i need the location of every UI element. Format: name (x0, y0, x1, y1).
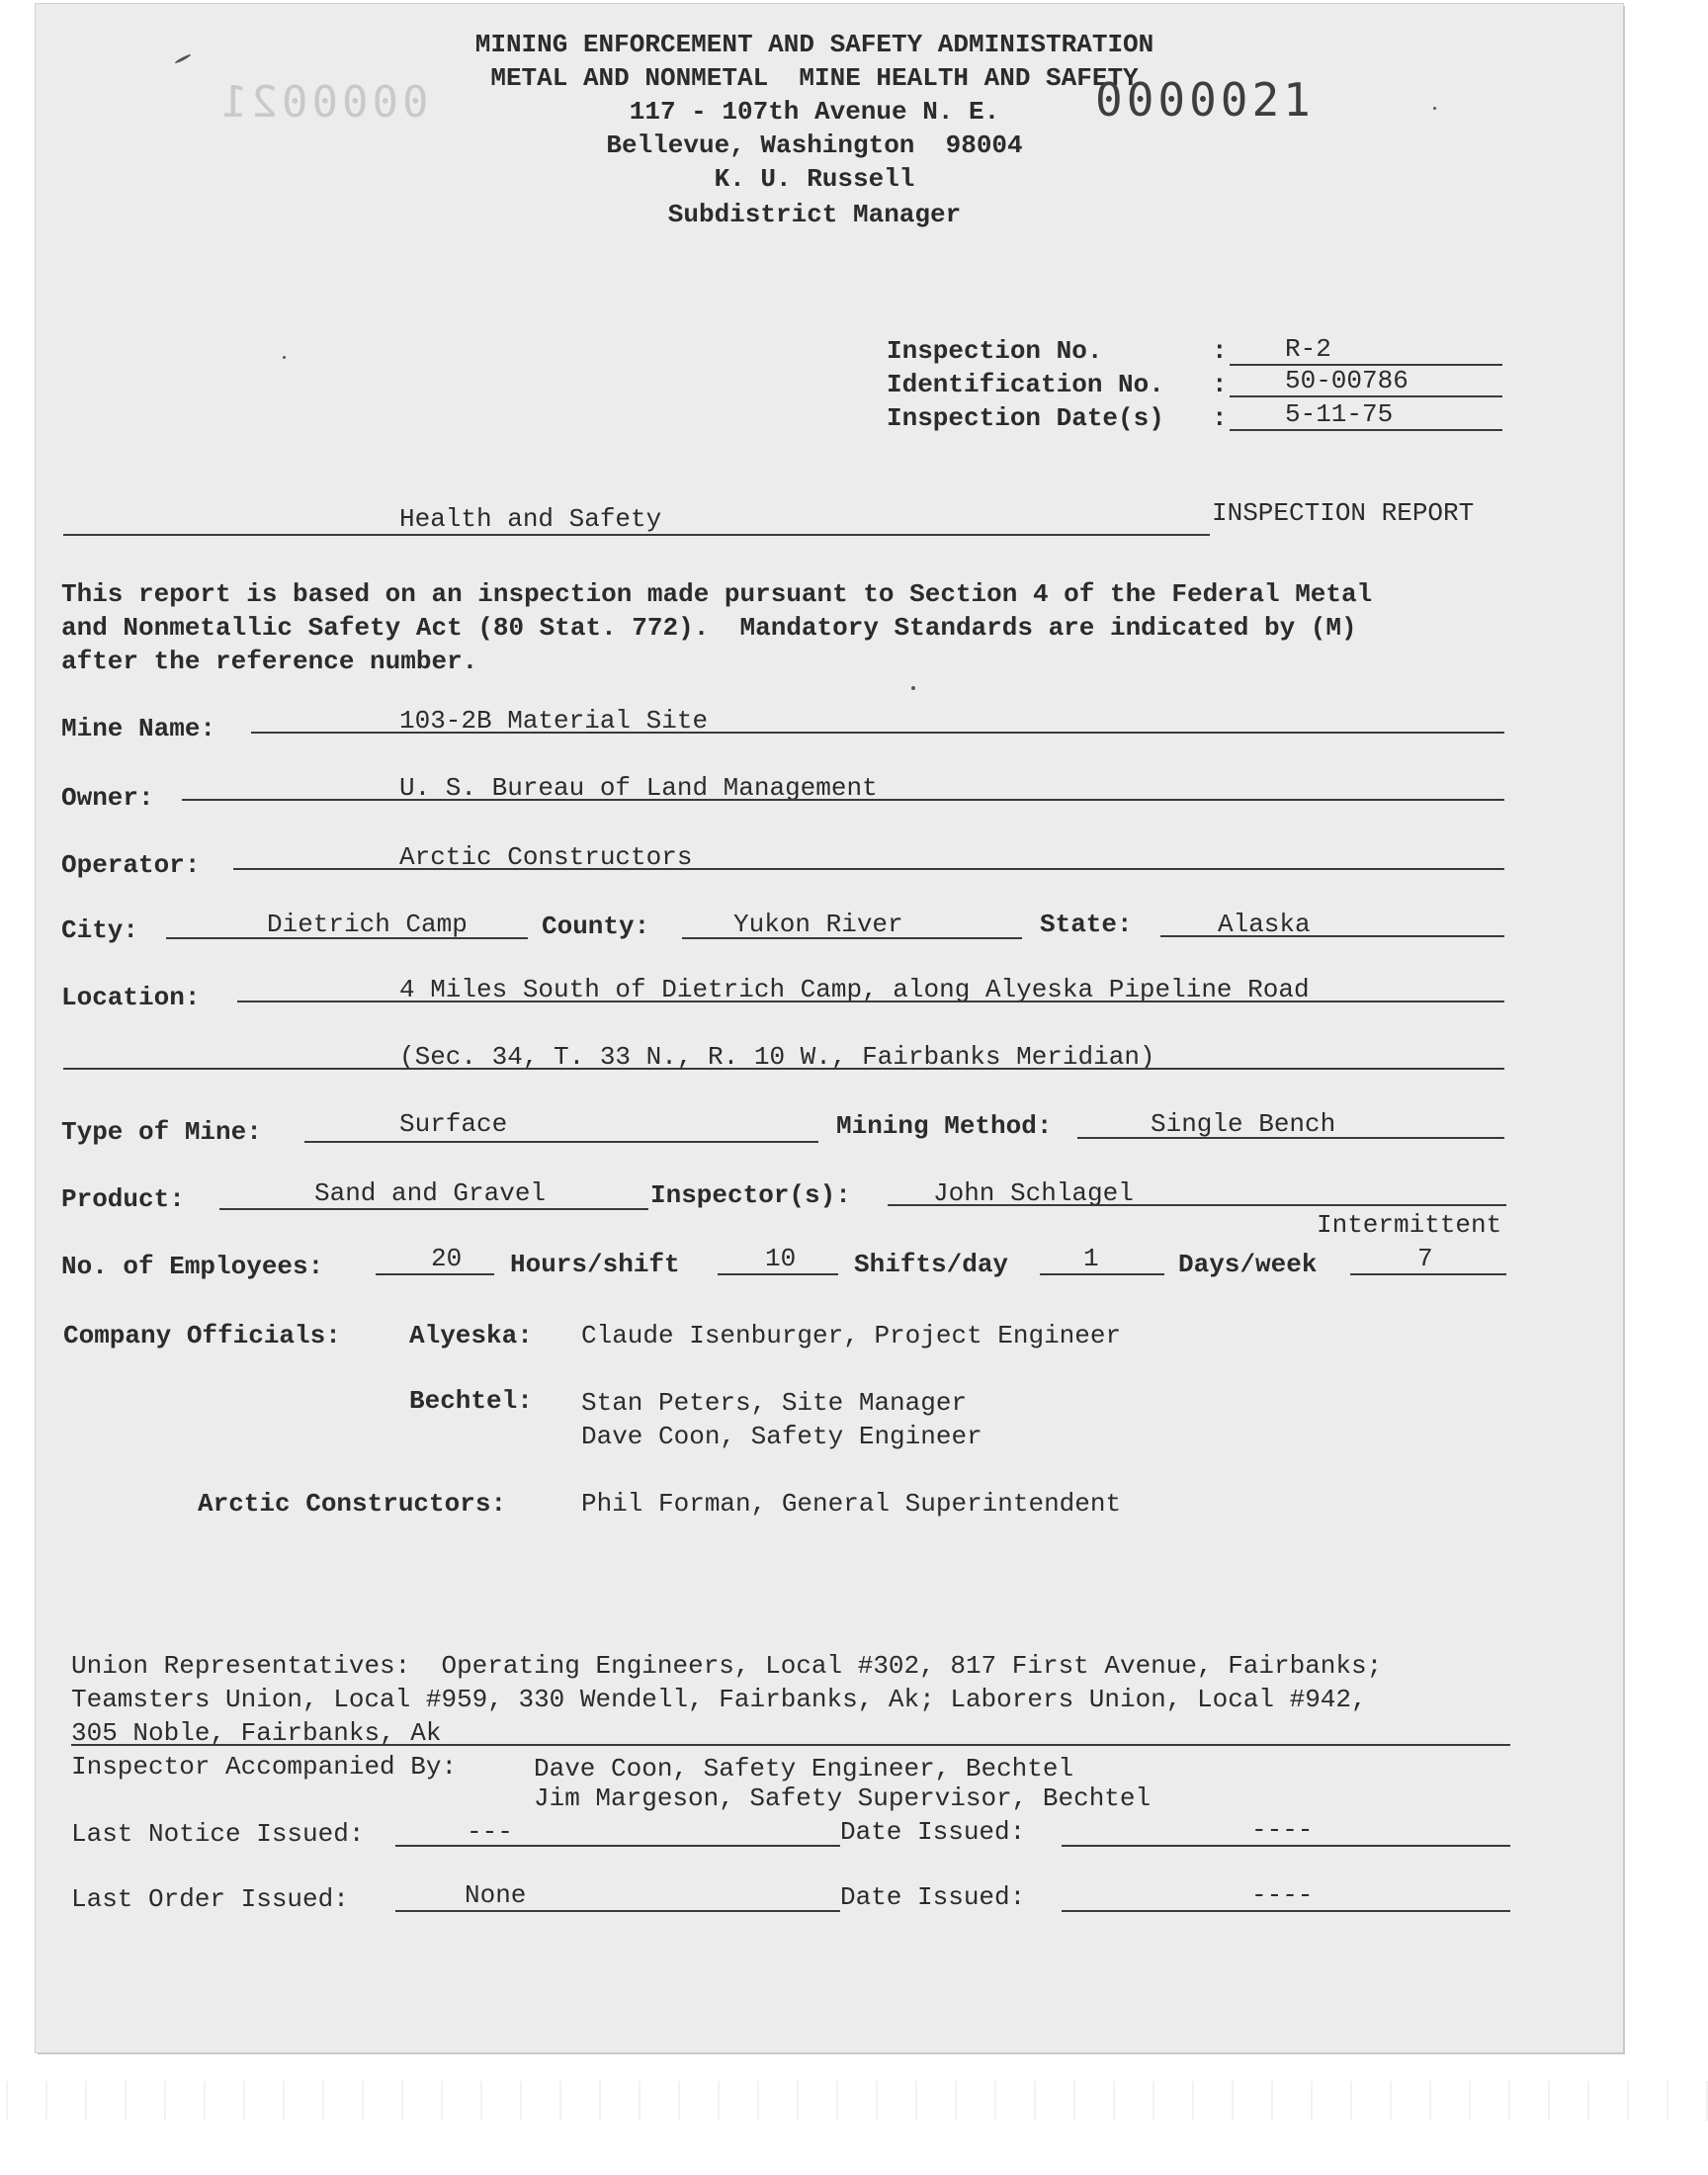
inspection-no-value: R-2 (1285, 334, 1331, 364)
days-week-value: 7 (1417, 1244, 1433, 1273)
underline (395, 1845, 840, 1847)
identification-no-value: 50-00786 (1285, 366, 1409, 395)
underline (166, 937, 528, 939)
underline (1230, 429, 1502, 431)
employees-value: 20 (431, 1244, 463, 1273)
company-officials-label: Company Officials: (63, 1321, 341, 1350)
union-representatives: Union Representatives: Operating Engineers, Local #302, 817 First Avenue, Fairbanks; (71, 1651, 1383, 1681)
inspector-label: Inspector(s): (650, 1180, 851, 1210)
scan-speck (911, 686, 915, 690)
inspector-value: John Schlagel (933, 1178, 1134, 1208)
office-city: Bellevue, Washington 98004 (606, 130, 1023, 160)
underline (376, 1273, 494, 1275)
arctic-constructors-official: Phil Forman, General Superintendent (581, 1489, 1122, 1519)
report-type-label: INSPECTION REPORT (1212, 498, 1475, 528)
mine-name-value: 103-2B Material Site (399, 706, 709, 736)
last-notice-label: Last Notice Issued: (71, 1819, 365, 1849)
location-label: Location: (61, 983, 201, 1012)
alyeska-label: Alyeska: (409, 1321, 533, 1350)
document-number-stamp: 0000021 (1095, 73, 1315, 127)
type-of-mine-value: Surface (399, 1109, 508, 1139)
bleed-through-stamp: 0000021 (217, 77, 429, 128)
last-order-label: Last Order Issued: (71, 1884, 349, 1914)
shifts-day-label: Shifts/day (854, 1250, 1009, 1279)
scan-speck (1433, 107, 1436, 110)
mine-name-label: Mine Name: (61, 714, 216, 743)
underline (682, 937, 1022, 939)
owner-label: Owner: (61, 783, 154, 813)
underline (233, 868, 1504, 870)
underline (63, 534, 1210, 536)
operator-value: Arctic Constructors (399, 842, 693, 872)
underline (1062, 1910, 1510, 1912)
days-week-label: Days/week (1178, 1250, 1318, 1279)
scan-speck (283, 356, 286, 359)
colon: : (1212, 370, 1228, 399)
intro-text: This report is based on an inspection made pursuant to Section 4 of the Federal Metal (61, 579, 1373, 609)
manager-name: K. U. Russell (714, 164, 915, 194)
underline (219, 1208, 648, 1210)
bechtel-official: Dave Coon, Safety Engineer (581, 1422, 982, 1451)
notice-date-value: ---- (1251, 1815, 1314, 1845)
accompanied-by-label: Inspector Accompanied By: (71, 1752, 458, 1782)
arctic-constructors-label: Arctic Constructors: (198, 1489, 507, 1519)
city-label: City: (61, 915, 139, 945)
days-week-note: Intermittent (1317, 1210, 1502, 1240)
location-legal-description: (Sec. 34, T. 33 N., R. 10 W., Fairbanks Meridian) (399, 1042, 1155, 1072)
city-value: Dietrich Camp (267, 910, 468, 939)
underline (395, 1910, 840, 1912)
scan-edge-strip (0, 2081, 1708, 2121)
underline (251, 732, 1504, 734)
bechtel-label: Bechtel: (409, 1386, 533, 1416)
underline (1040, 1273, 1164, 1275)
state-value: Alaska (1218, 910, 1311, 939)
underline (182, 799, 1504, 801)
product-label: Product: (61, 1184, 185, 1214)
inspection-no-label: Inspection No. (887, 336, 1103, 366)
type-of-mine-label: Type of Mine: (61, 1117, 262, 1147)
county-label: County: (542, 912, 650, 941)
underline (237, 1000, 1504, 1002)
underline (304, 1141, 818, 1143)
mining-method-label: Mining Method: (836, 1111, 1053, 1141)
inspection-date-value: 5-11-75 (1285, 399, 1394, 429)
underline (1230, 395, 1502, 397)
bechtel-official: Stan Peters, Site Manager (581, 1388, 968, 1418)
alyeska-official: Claude Isenburger, Project Engineer (581, 1321, 1122, 1350)
last-notice-value: --- (467, 1817, 513, 1847)
employees-label: No. of Employees: (61, 1252, 324, 1281)
identification-no-label: Identification No. (887, 370, 1164, 399)
hours-shift-label: Hours/shift (510, 1250, 680, 1279)
manager-title: Subdistrict Manager (667, 200, 962, 229)
underline (1077, 1137, 1504, 1139)
intro-text: and Nonmetallic Safety Act (80 Stat. 772). Mandatory Standards are indicated by (M) (61, 613, 1357, 643)
accompanied-person: Dave Coon, Safety Engineer, Bechtel (534, 1754, 1074, 1784)
location-value: 4 Miles South of Dietrich Camp, along Alyeska Pipeline Road (399, 975, 1310, 1004)
mining-method-value: Single Bench (1151, 1109, 1336, 1139)
union-representatives: Teamsters Union, Local #959, 330 Wendell, Fairbanks, Ak; Laborers Union, Local #942, (71, 1685, 1367, 1714)
state-label: State: (1040, 910, 1133, 939)
agency-title: MINING ENFORCEMENT AND SAFETY ADMINISTRATION (474, 30, 1154, 59)
intro-text: after the reference number. (61, 647, 478, 676)
hours-shift-value: 10 (765, 1244, 797, 1273)
office-address: 117 - 107th Avenue N. E. (629, 97, 1000, 127)
last-order-value: None (465, 1880, 527, 1910)
underline (71, 1744, 1510, 1746)
underline (1062, 1845, 1510, 1847)
union-representatives: 305 Noble, Fairbanks, Ak (71, 1718, 442, 1748)
operator-label: Operator: (61, 850, 201, 880)
underline (888, 1204, 1506, 1206)
agency-division: METAL AND NONMETAL MINE HEALTH AND SAFETY (490, 63, 1139, 93)
underline (63, 1068, 1504, 1070)
underline (718, 1273, 838, 1275)
order-date-label: Date Issued: (840, 1882, 1026, 1912)
order-date-value: ---- (1251, 1880, 1314, 1910)
inspection-date-label: Inspection Date(s) (887, 403, 1164, 433)
colon: : (1212, 403, 1228, 433)
product-value: Sand and Gravel (314, 1178, 547, 1208)
notice-date-label: Date Issued: (840, 1817, 1026, 1847)
underline (1350, 1273, 1506, 1275)
county-value: Yukon River (733, 910, 903, 939)
owner-value: U. S. Bureau of Land Management (399, 773, 878, 803)
report-type-value: Health and Safety (399, 504, 662, 534)
underline (1160, 935, 1504, 937)
shifts-day-value: 1 (1083, 1244, 1099, 1273)
accompanied-person: Jim Margeson, Safety Supervisor, Bechtel (534, 1784, 1152, 1813)
colon: : (1212, 336, 1228, 366)
